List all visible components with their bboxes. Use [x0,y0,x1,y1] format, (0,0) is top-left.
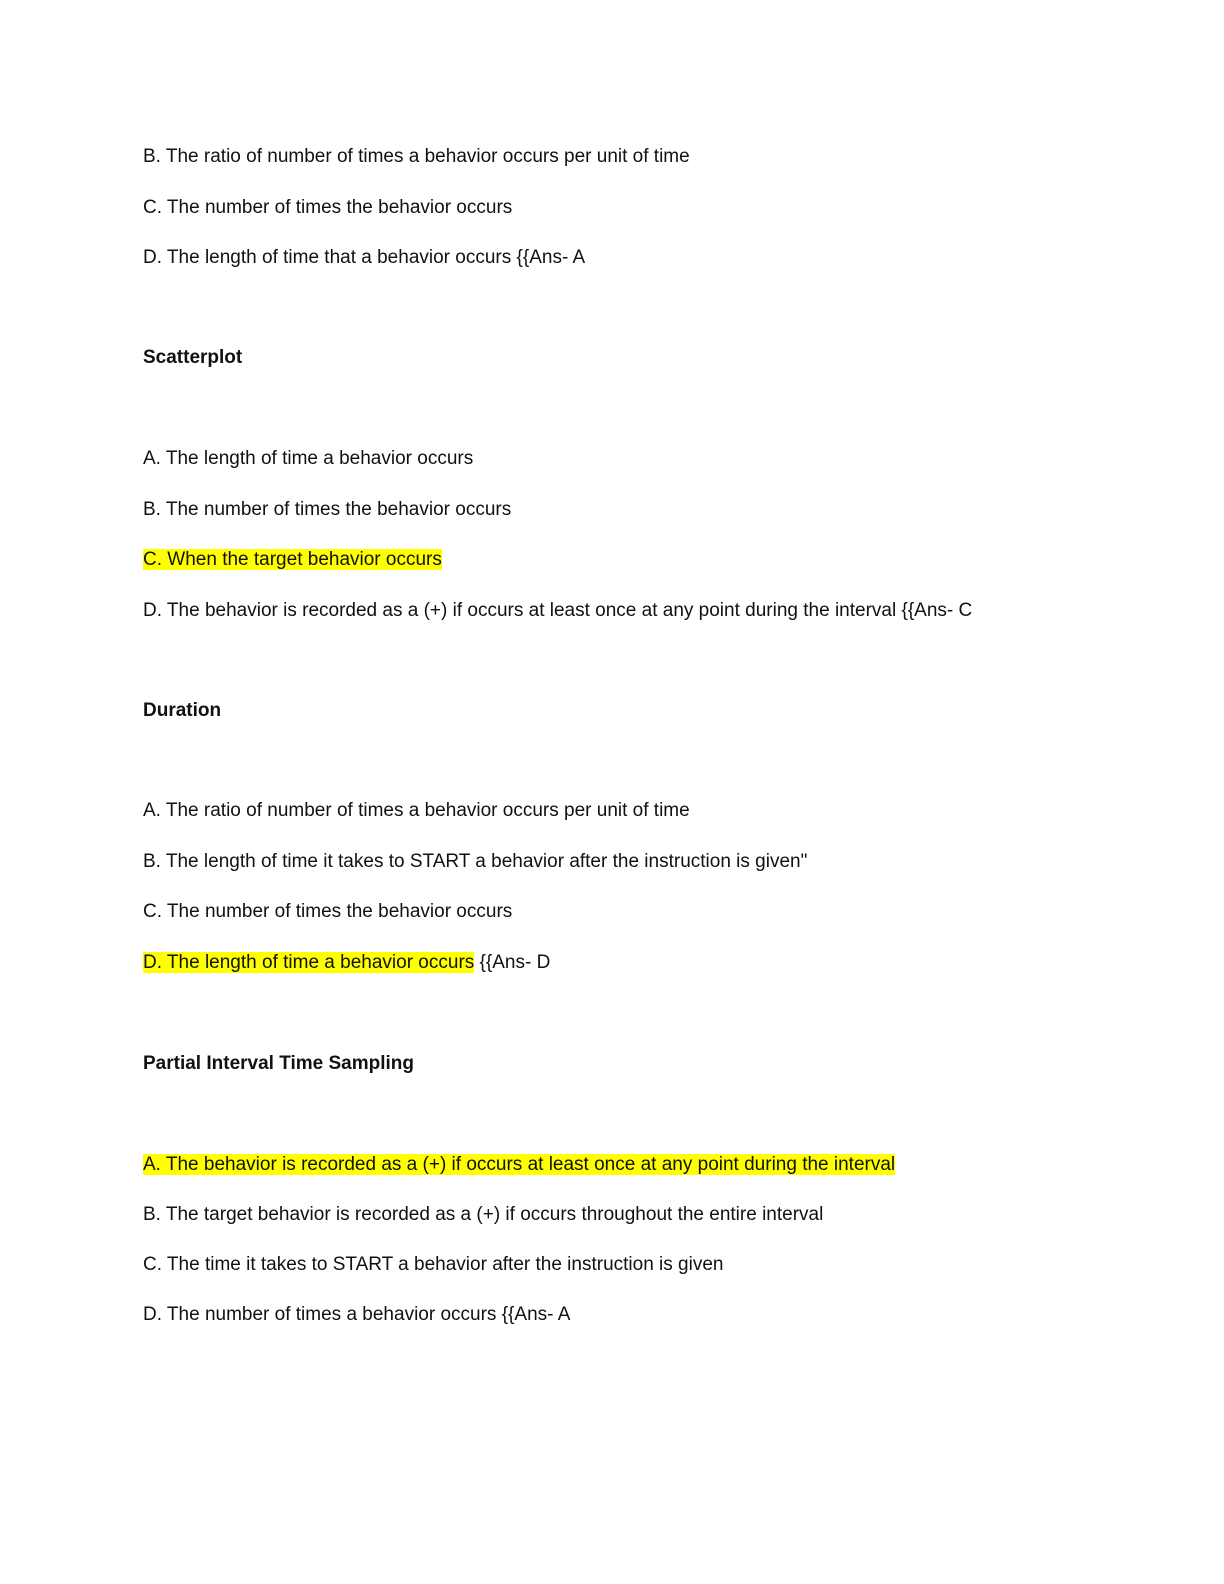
highlighted-answer: C. When the target behavior occurs [143,549,442,570]
option-b: B. The target behavior is recorded as a (+) if occurs throughout the entire interval [143,1204,824,1225]
option-d-answer: D. The number of times a behavior occurs {{Ans- A [143,1304,571,1325]
option-a: A. The ratio of number of times a behavior occurs per unit of time [143,800,690,821]
question-title-duration: Duration [143,700,222,721]
highlighted-answer: D. The length of time a behavior occurs [143,952,475,973]
option-d-answer: D. The behavior is recorded as a (+) if occurs at least once at any point during the interval {{Ans- C [143,600,973,621]
option-c: C. The number of times the behavior occurs [143,901,513,922]
option-d-answer: D. The length of time that a behavior occurs {{Ans- A [143,247,586,268]
option-c: C. The time it takes to START a behavior after the instruction is given [143,1254,724,1275]
option-a: A. The length of time a behavior occurs [143,448,474,469]
option-a-correct [143,1153,895,1177]
highlighted-answer: A. The behavior is recorded as a (+) if occurs at least once at any point during the interval [143,1154,896,1175]
option-b: B. The ratio of number of times a behavior occurs per unit of time [143,146,690,167]
option-b: B. The length of time it takes to START a behavior after the instruction is given" [143,851,808,872]
answer-key: {{Ans- D [474,952,551,973]
option-b: B. The number of times the behavior occurs [143,499,512,520]
question-title-partial-interval: Partial Interval Time Sampling [143,1053,415,1074]
option-c-correct [143,548,442,572]
option-c: C. The number of times the behavior occurs [143,197,513,218]
question-title-scatterplot: Scatterplot [143,347,243,368]
option-d-correct [143,951,550,975]
